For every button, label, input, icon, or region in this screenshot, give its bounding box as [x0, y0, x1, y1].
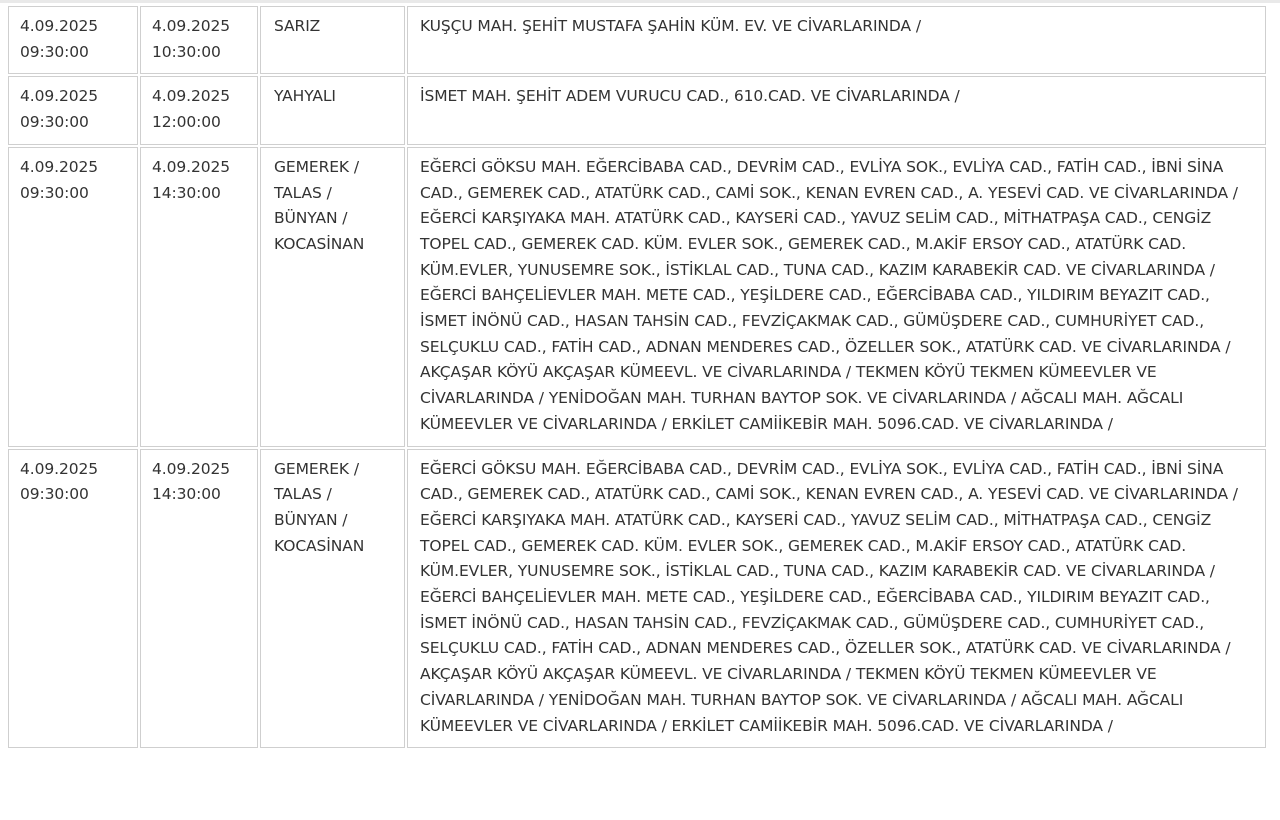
start-time: 09:30:00 — [20, 113, 89, 132]
start-time: 09:30:00 — [20, 42, 89, 61]
table-row — [8, 6, 1266, 74]
start-cell — [8, 6, 138, 74]
end-time: 12:00:00 — [152, 113, 221, 132]
start-date: 4.09.2025 — [20, 17, 98, 35]
start-cell — [8, 449, 138, 749]
district-cell: SARIZ — [260, 6, 405, 74]
locations-cell: İSMET MAH. ŞEHİT ADEM VURUCU CAD., 610.CAD. VE CİVARLARINDA / — [407, 76, 1266, 144]
start-time: 09:30:00 — [20, 183, 89, 202]
end-time: 10:30:00 — [152, 42, 221, 61]
locations-cell: KUŞÇU MAH. ŞEHİT MUSTAFA ŞAHİN KÜM. EV. VE CİVARLARINDA / — [407, 6, 1266, 74]
table-row — [8, 449, 1266, 749]
end-cell — [140, 76, 258, 144]
end-date: 4.09.2025 — [152, 157, 230, 176]
end-cell — [140, 6, 258, 74]
start-date: 4.09.2025 — [20, 157, 98, 176]
start-cell — [8, 147, 138, 447]
start-date: 4.09.2025 — [20, 459, 98, 478]
table-row — [8, 147, 1266, 447]
end-date: 4.09.2025 — [152, 17, 230, 35]
district-cell: GEMEREK / TALAS / BÜNYAN / KOCASİNAN — [260, 449, 405, 749]
locations-cell: EĞERCİ GÖKSU MAH. EĞERCİBABA CAD., DEVRİM CAD., EVLİYA SOK., EVLİYA CAD., FATİH CAD., İBNİ SİNA CAD., GEMEREK CAD., ATATÜRK CAD., CAMİ SOK., KENAN EVREN CAD., A. YESEVİ CAD. VE CİVARLARINDA / EĞERCİ KARŞIYAKA MAH. ATATÜRK CAD., KAYSERİ CAD., YAVUZ SELİM CAD., MİTHATPAŞA CAD., CENGİZ TOPEL CAD., GEMEREK CAD. KÜM. EVLER SOK., GEMEREK CAD., M.AKİF ERSOY CAD., ATATÜRK CAD. KÜM.EVLER, YUNUSEMRE SOK., İSTİKLAL CAD., TUNA CAD., KAZIM KARABEKİR CAD. VE CİVARLARINDA / EĞERCİ BAHÇELİEVLER MAH. METE CAD., YEŞİLDERE CAD., EĞERCİBABA CAD., YILDIRIM BEYAZIT CAD., İSMET İNÖNÜ CAD., HASAN TAHSİN CAD., FEVZİÇAKMAK CAD., GÜMÜŞDERE CAD., CUMHURİYET CAD., SELÇUKLU CAD., FATİH CAD., ADNAN MENDERES CAD., ÖZELLER SOK., ATATÜRK CAD. VE CİVARLARINDA / AKÇAŞAR KÖYÜ AKÇAŞAR KÜMEEVL. VE CİVARLARINDA / TEKMEN KÖYÜ TEKMEN KÜMEEVLER VE CİVARLARINDA / YENİDOĞAN MAH. TURHAN BAYTOP SOK. VE CİVARLARINDA / AĞCALI MAH. AĞCALI KÜMEEVLER VE CİVARLARINDA / ERKİLET CAMİİKEBİR MAH. 5096.CAD. VE CİVARLARINDA / — [407, 449, 1266, 749]
end-date: 4.09.2025 — [152, 459, 230, 478]
district-cell: GEMEREK / TALAS / BÜNYAN / KOCASİNAN — [260, 147, 405, 447]
end-time: 14:30:00 — [152, 183, 221, 202]
top-divider — [0, 0, 1280, 3]
end-cell — [140, 449, 258, 749]
end-date: 4.09.2025 — [152, 87, 230, 106]
end-time: 14:30:00 — [152, 485, 221, 504]
start-date: 4.09.2025 — [20, 87, 98, 106]
start-time: 09:30:00 — [20, 485, 89, 504]
end-cell — [140, 147, 258, 447]
locations-cell: EĞERCİ GÖKSU MAH. EĞERCİBABA CAD., DEVRİM CAD., EVLİYA SOK., EVLİYA CAD., FATİH CAD., İBNİ SİNA CAD., GEMEREK CAD., ATATÜRK CAD., CAMİ SOK., KENAN EVREN CAD., A. YESEVİ CAD. VE CİVARLARINDA / EĞERCİ KARŞIYAKA MAH. ATATÜRK CAD., KAYSERİ CAD., YAVUZ SELİM CAD., MİTHATPAŞA CAD., CENGİZ TOPEL CAD., GEMEREK CAD. KÜM. EVLER SOK., GEMEREK CAD., M.AKİF ERSOY CAD., ATATÜRK CAD. KÜM.EVLER, YUNUSEMRE SOK., İSTİKLAL CAD., TUNA CAD., KAZIM KARABEKİR CAD. VE CİVARLARINDA / EĞERCİ BAHÇELİEVLER MAH. METE CAD., YEŞİLDERE CAD., EĞERCİBABA CAD., YILDIRIM BEYAZIT CAD., İSMET İNÖNÜ CAD., HASAN TAHSİN CAD., FEVZİÇAKMAK CAD., GÜMÜŞDERE CAD., CUMHURİYET CAD., SELÇUKLU CAD., FATİH CAD., ADNAN MENDERES CAD., ÖZELLER SOK., ATATÜRK CAD. VE CİVARLARINDA / AKÇAŞAR KÖYÜ AKÇAŞAR KÜMEEVL. VE CİVARLARINDA / TEKMEN KÖYÜ TEKMEN KÜMEEVLER VE CİVARLARINDA / YENİDOĞAN MAH. TURHAN BAYTOP SOK. VE CİVARLARINDA / AĞCALI MAH. AĞCALI KÜMEEVLER VE CİVARLARINDA / ERKİLET CAMİİKEBİR MAH. 5096.CAD. VE CİVARLARINDA / — [407, 147, 1266, 447]
outage-table — [6, 4, 1268, 750]
start-cell — [8, 76, 138, 144]
table-row — [8, 76, 1266, 144]
district-cell: YAHYALI — [260, 76, 405, 144]
